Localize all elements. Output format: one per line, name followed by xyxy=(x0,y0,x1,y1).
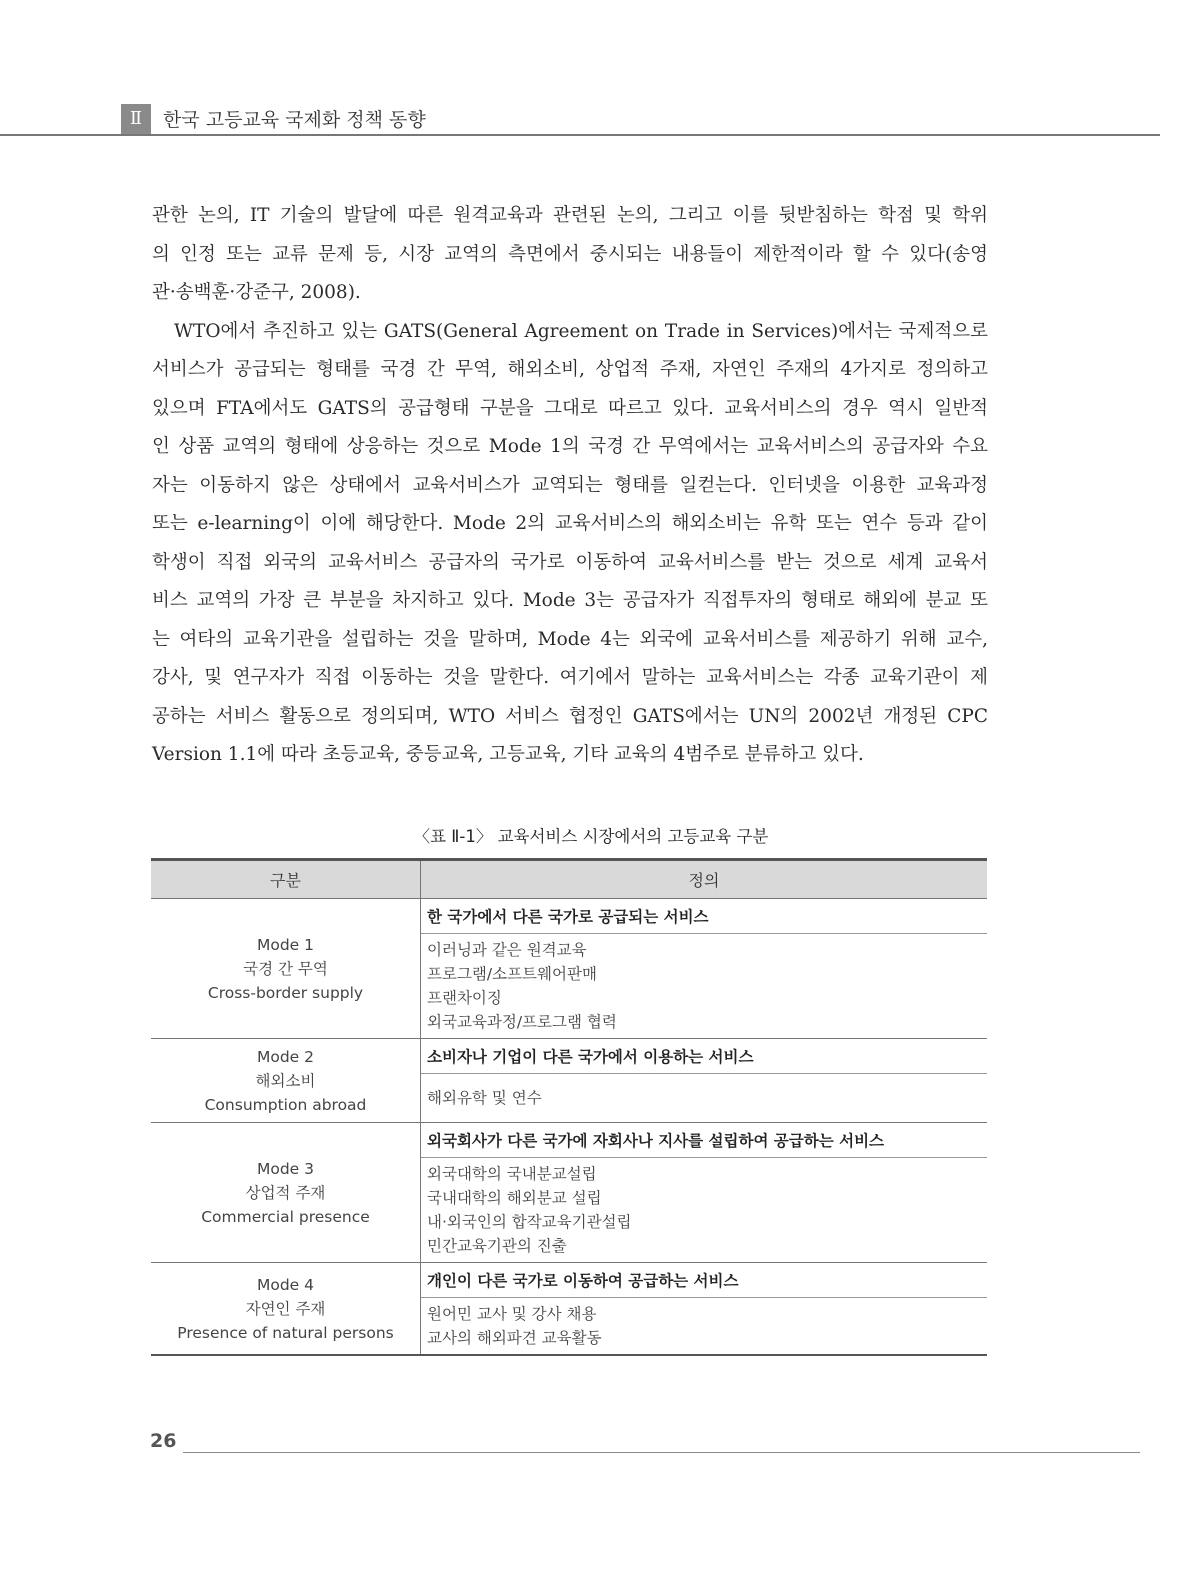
definition-item: 교사의 해외파견 교육활동 xyxy=(427,1329,602,1347)
definition-title: 개인이 다른 국가로 이동하여 공급하는 서비스 xyxy=(421,1263,988,1298)
definition-title: 외국회사가 다른 국가에 자회사나 지사를 설립하여 공급하는 서비스 xyxy=(421,1123,988,1158)
mode-korean: 국경 간 무역 xyxy=(243,959,328,978)
table-row xyxy=(151,1263,987,1298)
body-line: 인 상품 교역의 형태에 상응하는 것으로 Mode 1의 국경 간 무역에서는 교육서비스의 공급자와 수요 xyxy=(152,436,988,457)
body-line: 있으며 FTA에서도 GATS의 공급형태 구분을 그대로 따르고 있다. 교육서비스의 경우 역시 일반적 xyxy=(152,397,988,419)
mode-cell xyxy=(151,1123,421,1263)
table-row xyxy=(151,1123,987,1158)
table-row xyxy=(151,1039,987,1074)
page-header xyxy=(0,98,1160,138)
definition-title: 한 국가에서 다른 국가로 공급되는 서비스 xyxy=(421,899,988,934)
body-line: 관한 논의, IT 기술의 발달에 따른 원격교육과 관련된 논의, 그리고 이를 뒷받침하는 학점 및 학위 xyxy=(152,205,988,226)
body-line: 또는 e-learning이 이에 해당한다. Mode 2의 교육서비스의 해외소비는 유학 또는 연수 등과 같이 xyxy=(152,513,988,534)
body-line: 강사, 및 연구자가 직접 이동하는 것을 말한다. 여기에서 말하는 교육서비스는 각종 교육기관이 제 xyxy=(152,667,988,688)
mode-name: Mode 4 xyxy=(256,1275,315,1294)
body-line: 학생이 직접 외국의 교육서비스 공급자의 국가로 이동하여 교육서비스를 받는 것으로 세계 교육서 xyxy=(152,551,988,573)
definition-item: 외국대학의 국내분교설립 xyxy=(427,1165,597,1183)
body-line: 공하는 서비스 활동으로 정의되며, WTO 서비스 협정인 GATS에서는 UN의 2002년 개정된 CPC xyxy=(152,705,988,727)
definition-item: 내·외국인의 합작교육기관설립 xyxy=(427,1213,632,1231)
body-line: 비스 교역의 가장 큰 부분을 차지하고 있다. Mode 3는 공급자가 직접투자의 형태로 해외에 분교 또 xyxy=(152,590,988,611)
definition-item: 민간교육기관의 진출 xyxy=(427,1237,567,1255)
column-header-definition: 정의 xyxy=(421,860,988,899)
chapter-number-badge: Ⅱ xyxy=(121,104,151,134)
mode-name: Mode 3 xyxy=(256,1159,315,1178)
mode-english: Consumption abroad xyxy=(204,1095,367,1114)
mode-table xyxy=(151,858,987,1356)
body-line: 는 여타의 교육기관을 설립하는 것을 말하며, Mode 4는 외국에 교육서비스를 제공하기 위해 교수, xyxy=(152,628,988,650)
mode-english: Cross-border supply xyxy=(207,983,364,1002)
body-line: 자는 이동하지 않은 상태에서 교육서비스가 교역되는 형태를 일컫는다. 인터넷을 이용한 교육과정 xyxy=(152,474,988,496)
definition-item: 해외유학 및 연수 xyxy=(427,1089,542,1107)
mode-cell xyxy=(151,899,421,1039)
definition-items xyxy=(421,934,988,1039)
definition-item: 이러닝과 같은 원격교육 xyxy=(427,941,587,959)
mode-korean: 해외소비 xyxy=(255,1071,316,1090)
mode-english: Commercial presence xyxy=(201,1207,370,1226)
body-line: 의 인정 또는 교류 문제 등, 시장 교역의 측면에서 중시되는 내용들이 제한적이라 할 수 있다(송영 xyxy=(152,243,988,265)
header-rule xyxy=(0,134,1160,136)
body-text xyxy=(152,197,988,775)
definition-item: 프랜차이징 xyxy=(427,989,502,1007)
body-line: WTO에서 추진하고 있는 GATS(General Agreement on Trade in Services)에서는 국제적으로 xyxy=(174,320,988,342)
table-row xyxy=(151,899,987,934)
mode-korean: 자연인 주재 xyxy=(245,1299,326,1318)
footer-rule xyxy=(183,1452,1140,1453)
body-line: 서비스가 공급되는 형태를 국경 간 무역, 해외소비, 상업적 주재, 자연인 주재의 4가지로 정의하고 xyxy=(152,359,988,380)
definition-item: 프로그램/소프트웨어판매 xyxy=(427,965,597,983)
body-line: 관·송백훈·강준구, 2008). xyxy=(152,282,361,303)
mode-cell xyxy=(151,1263,421,1356)
body-line: Version 1.1에 따라 초등교육, 중등교육, 고등교육, 기타 교육의 4범주로 분류하고 있다. xyxy=(152,744,864,765)
definition-items xyxy=(421,1298,988,1356)
page-number: 26 xyxy=(150,1430,177,1452)
page-footer xyxy=(0,1428,1182,1458)
column-header-category: 구분 xyxy=(151,860,421,899)
mode-english: Presence of natural persons xyxy=(177,1323,394,1342)
definition-item: 원어민 교사 및 강사 채용 xyxy=(427,1305,597,1323)
mode-name: Mode 1 xyxy=(256,935,315,954)
definition-item: 국내대학의 해외분교 설립 xyxy=(427,1189,602,1207)
definition-items xyxy=(421,1158,988,1263)
definition-title: 소비자나 기업이 다른 국가에서 이용하는 서비스 xyxy=(421,1039,988,1074)
mode-name: Mode 2 xyxy=(256,1047,315,1066)
definition-items xyxy=(421,1074,988,1123)
mode-cell xyxy=(151,1039,421,1123)
table-caption: 〈표 Ⅱ-1〉 교육서비스 시장에서의 고등교육 구분 xyxy=(413,827,769,846)
chapter-title: 한국 고등교육 국제화 정책 동향 xyxy=(163,109,426,131)
definition-item: 외국교육과정/프로그램 협력 xyxy=(427,1013,617,1031)
mode-korean: 상업적 주재 xyxy=(245,1183,326,1202)
